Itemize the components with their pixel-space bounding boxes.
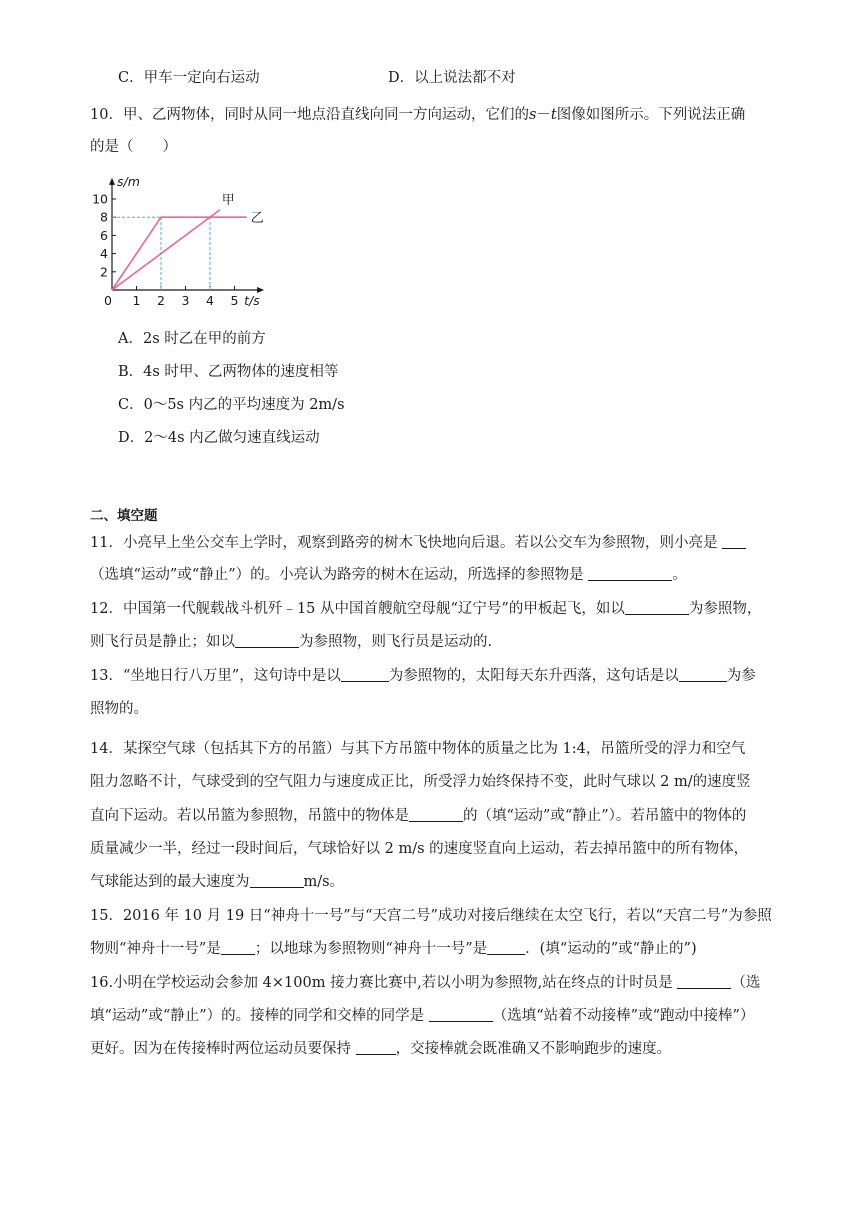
q9-option-c: C．甲车一定向右运动 [118, 70, 260, 86]
y-tick-label: 6 [100, 227, 108, 243]
q10-option-c: C．0～5s 内乙的平均速度为 2m/s [118, 397, 345, 413]
q9-option-d: D．以上说法都不对 [388, 70, 516, 86]
answer-blank[interactable] [235, 633, 299, 648]
y-tick-label: 2 [100, 264, 108, 280]
answer-blank[interactable] [625, 600, 689, 615]
q14-line2: 阻力忽略不计，气球受到的空气阻力与速度成正比，所受浮力始终保持不变，此时气球以 2 m/的速度竖 [90, 774, 751, 790]
answer-blank[interactable] [588, 566, 672, 581]
q14-line3: 直向下运动。若以吊篮为参照物，吊篮中的物体是 的（填“运动”或“静止”）。若吊篮中的物体的 [90, 808, 747, 824]
q10-option-d: D．2～4s 内乙做匀速直线运动 [118, 430, 320, 446]
series-label: 甲 [221, 192, 235, 208]
q16-line2: 填“运动”或“静止”）的。接棒的同学和交棒的同学是 （选填“站着不动接棒”或“跑动中接棒”） [90, 1008, 755, 1024]
x-tick-label: 3 [181, 293, 190, 307]
answer-blank[interactable] [409, 807, 463, 822]
s-t-symbol: s [528, 107, 537, 123]
series-line-0 [112, 210, 220, 290]
answer-blank[interactable] [341, 667, 389, 682]
series-label: 乙 [250, 211, 264, 227]
q16-line1: 16.小明在学校运动会参加 4×100m 接力赛比赛中,若以小明为参照物,站在终点的计时员是 （选 [90, 975, 761, 991]
answer-blank[interactable] [487, 940, 525, 955]
answer-blank[interactable] [677, 974, 731, 989]
y-tick-label: 10 [92, 191, 108, 207]
x-axis-label: t/s [244, 293, 260, 307]
answer-blank[interactable] [679, 667, 727, 682]
answer-blank[interactable] [356, 1040, 396, 1055]
q10-option-b: B．4s 时甲、乙两物体的速度相等 [118, 364, 339, 380]
y-tick-label: 8 [100, 209, 108, 225]
q10-option-a: A．2s 时乙在甲的前方 [118, 331, 266, 347]
series-line-1 [112, 217, 247, 290]
answer-blank[interactable] [429, 1007, 493, 1022]
q12-line1: 12．中国第一代舰载战斗机歼﹣15 从中国首艘航空母舰“辽宁号”的甲板起飞，如以 为参照物， [90, 601, 762, 617]
q13-line2: 照物的。 [90, 701, 148, 717]
x-tick-label: 4 [206, 293, 214, 307]
y-tick-label: 4 [100, 246, 108, 262]
section-heading: 二、填空题 [90, 508, 158, 524]
x-tick-label: 5 [230, 293, 239, 307]
answer-blank[interactable] [250, 873, 304, 888]
q14-line1: 14．某探空气球（包括其下方的吊篮）与其下方吊篮中物体的质量之比为 1:4，吊篮所受的浮力和空气 [90, 741, 746, 757]
q11-line1: 11．小亮早上坐公交车上学时，观察到路旁的树木飞快地向后退。若以公交车为参照物，则小亮是 [90, 533, 746, 553]
q10-stem-line1: 10．甲、乙两物体，同时从同一地点沿直线向同一方向运动，它们的s－t图像如图所示。下列说法正确 [90, 107, 746, 123]
q13-line1: 13．“坐地日行八万里”，这句诗中是以 为参照物的，太阳每天东升西落，这句话是以 为参 [90, 668, 756, 684]
q15-line2: 物则“神舟十一号”是 ；以地球为参照物则“神舟十一号”是 ．(填“运动的”或“静止的”) [90, 941, 697, 957]
q10-stem-line2: 的是（ ） [90, 139, 177, 155]
q11-line2: （选填“运动”或“静止”）的。小亮认为路旁的树木在运动，所选择的参照物是 。 [90, 567, 687, 583]
q14-line5: 气球能达到的最大速度为 m/s。 [90, 874, 345, 890]
q16-line3: 更好。因为在传接棒时两位运动员要保持 ，交接棒就会既准确又不影响跑步的速度。 [90, 1041, 672, 1057]
q12-line2: 则飞行员是静止；如以 为参照物，则飞行员是运动的. [90, 634, 493, 650]
x-tick-label: 0 [104, 293, 112, 307]
y-axis-label: s/m [117, 174, 140, 189]
x-tick-label: 2 [157, 293, 165, 307]
x-tick-label: 1 [132, 293, 141, 307]
y-axis-arrow [109, 178, 115, 185]
answer-blank[interactable] [221, 940, 255, 955]
q14-line4: 质量减少一半，经过一段时间后，气球恰好以 2 m/s 的速度竖直向上运动，若去掉吊篮中的所有物体， [90, 841, 749, 857]
s-t-chart [84, 172, 284, 307]
q15-line1: 15．2016 年 10 月 19 日“神舟十一号”与“天宫二号”成功对接后继续在太空飞行，若以“天宫二号”为参照 [90, 908, 772, 924]
answer-blank[interactable] [722, 534, 746, 549]
